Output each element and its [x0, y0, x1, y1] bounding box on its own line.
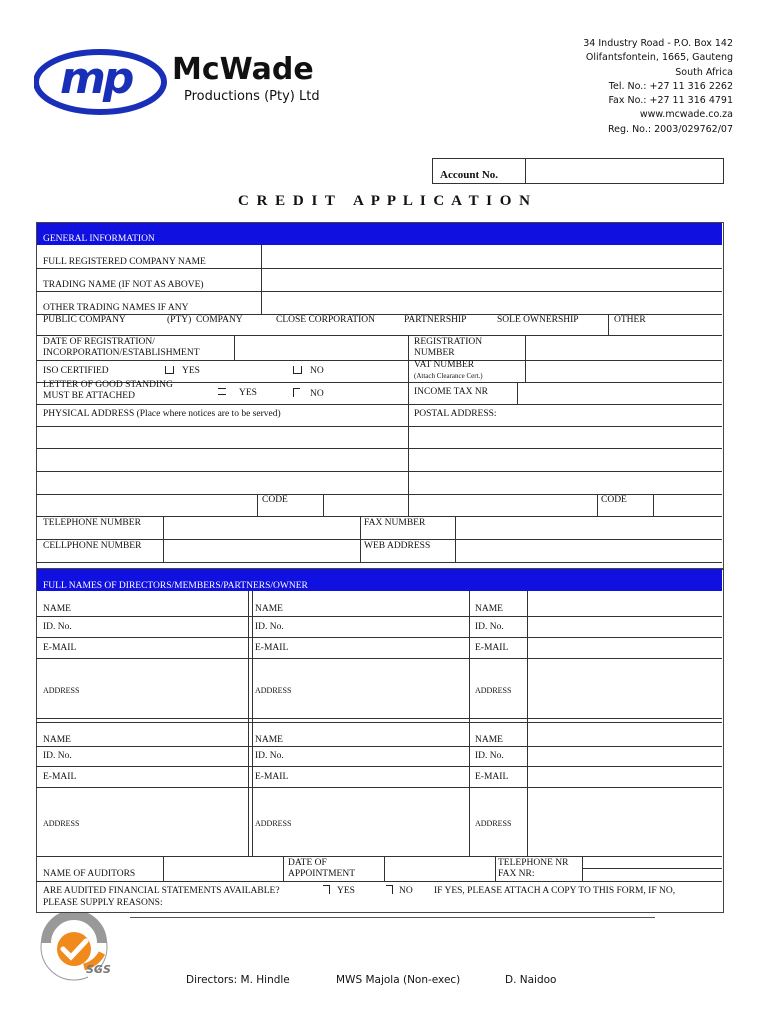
auditor-tel-field[interactable] [586, 857, 718, 867]
director-email-label: E-MAIL [43, 643, 77, 653]
director-name-label: NAME [255, 735, 283, 745]
col-line [469, 591, 470, 856]
address-line: Olifantsfontein, 1665, Gauteng [585, 52, 733, 64]
reasons-line [130, 917, 655, 918]
col-line [323, 494, 324, 516]
type-sole[interactable]: SOLE OWNERSHIP [497, 315, 579, 325]
postal-code-label: CODE [601, 495, 627, 505]
row-line [36, 562, 722, 563]
postal-address-line[interactable] [412, 450, 718, 469]
postal-code-field[interactable] [657, 496, 717, 515]
full-name-field[interactable] [265, 247, 715, 267]
company-subname: Productions (Pty) Ltd [184, 89, 320, 104]
col-line [608, 314, 609, 336]
postal-address-line[interactable] [412, 473, 718, 492]
general-header: GENERAL INFORMATION [37, 223, 722, 245]
row-line [582, 868, 722, 869]
row-line [36, 426, 722, 427]
director-name-label: NAME [43, 604, 71, 614]
director-email-label: E-MAIL [255, 643, 289, 653]
reg-number-label: REGISTRATION [414, 337, 483, 347]
account-label: Account No. [440, 169, 499, 181]
type-cc[interactable]: CLOSE CORPORATION [276, 315, 375, 325]
row-line [36, 539, 722, 540]
col-line [525, 335, 526, 382]
fax-field[interactable] [459, 518, 717, 537]
date-reg-field[interactable] [238, 338, 404, 358]
physical-code-label: CODE [262, 495, 288, 505]
row-line [36, 471, 722, 472]
iso-no-checkbox[interactable] [293, 366, 302, 374]
appointment-label-2: APPOINTMENT [288, 869, 356, 879]
col-line [234, 335, 235, 360]
director-address-label: ADDRESS [255, 686, 292, 695]
telephone-label: TELEPHONE NUMBER [43, 518, 141, 528]
logo-monogram: mp [60, 53, 132, 104]
col-line [527, 591, 528, 856]
row-line [36, 746, 722, 747]
col-line [283, 856, 284, 881]
col-line [252, 591, 253, 856]
col-line [261, 245, 262, 315]
appointment-label: DATE OF [288, 858, 327, 868]
web-label: WEB ADDRESS [364, 541, 431, 551]
reasons-label: PLEASE SUPPLY REASONS: [43, 898, 163, 908]
iso-yes-label: YES [182, 366, 200, 376]
vat-label: VAT NUMBER [414, 360, 475, 370]
reg-number-field[interactable] [529, 338, 717, 358]
director-email-label: E-MAIL [255, 772, 289, 782]
form-title: C R E D I T A P P L I C A T I O N [238, 193, 532, 209]
row-line [36, 516, 722, 517]
statements-no-label: NO [399, 886, 413, 896]
row-line [36, 616, 722, 617]
footer-director-3: D. Naidoo [505, 974, 557, 986]
web-field[interactable] [459, 541, 717, 560]
statements-question: ARE AUDITED FINANCIAL STATEMENTS AVAILABLE? [43, 886, 280, 896]
row-line [36, 881, 722, 882]
other-names-label: OTHER TRADING NAMES IF ANY [43, 303, 189, 313]
col-line [163, 516, 164, 562]
director-name-label: NAME [475, 604, 503, 614]
seal-brand: SGS [86, 963, 111, 976]
letter-label-2: MUST BE ATTACHED [43, 391, 135, 401]
address-line: Fax No.: +27 11 316 4791 [608, 95, 733, 107]
reg-number-label-2: NUMBER [414, 348, 455, 358]
physical-address-line[interactable] [40, 450, 404, 469]
director-id-label: ID. No. [475, 751, 504, 761]
director-id-label: ID. No. [475, 622, 504, 632]
statements-no-checkbox[interactable] [386, 885, 393, 894]
physical-address-line[interactable] [40, 428, 404, 447]
auditor-fax-label: FAX NR: [498, 869, 535, 879]
director-id-label: ID. No. [255, 622, 284, 632]
col-line [517, 382, 518, 404]
iso-label: ISO CERTIFIED [43, 366, 109, 376]
income-tax-label: INCOME TAX NR [414, 387, 489, 397]
other-names-field[interactable] [265, 293, 715, 313]
attach-note: IF YES, PLEASE ATTACH A COPY TO THIS FORM, IF NO, [434, 886, 676, 896]
income-tax-field[interactable] [521, 384, 717, 403]
row-line [36, 766, 722, 767]
type-other[interactable]: OTHER [614, 315, 646, 325]
col-line [257, 494, 258, 516]
col-line [597, 494, 598, 516]
letter-no-checkbox[interactable] [293, 388, 300, 397]
footer-directors: Directors: M. Hindle [186, 974, 290, 986]
letter-yes-label: YES [239, 388, 257, 398]
row-line [36, 291, 722, 292]
col-line [248, 591, 249, 856]
row-line [36, 718, 722, 719]
cellphone-label: CELLPHONE NUMBER [43, 541, 142, 551]
director-id-label: ID. No. [43, 622, 72, 632]
full-name-label: FULL REGISTERED COMPANY NAME [43, 257, 206, 267]
row-line [36, 360, 722, 361]
company-address [583, 37, 733, 137]
director-email-label: E-MAIL [475, 772, 509, 782]
trading-name-label: TRADING NAME (IF NOT AS ABOVE) [43, 280, 204, 290]
statements-yes-label: YES [337, 886, 355, 896]
address-line: South Africa [675, 66, 733, 78]
appointment-field[interactable] [388, 859, 492, 879]
director-id-label: ID. No. [43, 751, 72, 761]
account-divider [525, 158, 526, 183]
cellphone-field[interactable] [167, 541, 357, 560]
iso-no-label: NO [310, 366, 324, 376]
type-public[interactable]: PUBLIC COMPANY [43, 315, 126, 325]
director-email-label: E-MAIL [43, 772, 77, 782]
reasons-field[interactable] [132, 903, 652, 916]
vat-field[interactable] [529, 362, 717, 381]
row-line [36, 787, 722, 788]
statements-yes-checkbox[interactable] [323, 885, 330, 894]
letter-label: LETTER OF GOOD STANDING [43, 380, 173, 390]
iso-yes-checkbox[interactable] [165, 366, 174, 374]
director-address-label: ADDRESS [255, 819, 292, 828]
col-line [408, 335, 409, 516]
col-line [384, 856, 385, 881]
row-line [36, 335, 722, 336]
physical-address-label: PHYSICAL ADDRESS (Place where notices are to be served) [43, 409, 281, 419]
postal-address-label: POSTAL ADDRESS: [414, 409, 497, 419]
type-pty[interactable]: (PTY) COMPANY [167, 315, 243, 325]
auditors-name-label: NAME OF AUDITORS [43, 869, 136, 879]
account-number-field[interactable] [530, 161, 718, 180]
director-email-label: E-MAIL [475, 643, 509, 653]
col-line [495, 856, 496, 881]
row-line [36, 658, 722, 659]
director-address-label: ADDRESS [475, 819, 512, 828]
vat-note: (Attach Clearance Cert.) [414, 372, 483, 380]
directors-header: FULL NAMES OF DIRECTORS/MEMBERS/PARTNERS/OWNER [37, 569, 722, 591]
footer-director-2: MWS Majola (Non-exec) [336, 974, 461, 986]
address-line: Tel. No.: +27 11 316 2262 [608, 80, 733, 92]
company-name: McWade [172, 52, 314, 87]
date-reg-label: DATE OF REGISTRATION/ [43, 337, 155, 347]
address-line: 34 Industry Road - P.O. Box 142 [583, 38, 733, 49]
physical-address-line[interactable] [40, 473, 404, 492]
director-name-label: NAME [255, 604, 283, 614]
director-name-label: NAME [43, 735, 71, 745]
physical-code-field[interactable] [327, 496, 405, 515]
col-line [653, 494, 654, 516]
telephone-field[interactable] [167, 518, 357, 537]
director-name-label: NAME [475, 735, 503, 745]
director-id-label: ID. No. [255, 751, 284, 761]
auditor-tel-label: TELEPHONE NR [498, 858, 569, 868]
trading-name-field[interactable] [265, 270, 715, 290]
letter-yes-checkbox[interactable] [218, 388, 226, 395]
director-address-label: ADDRESS [43, 819, 80, 828]
letter-no-label: NO [310, 389, 324, 399]
row-line [36, 448, 722, 449]
col-line [455, 516, 456, 562]
date-reg-label-2: INCORPORATION/ESTABLISHMENT [43, 348, 200, 358]
fax-label: FAX NUMBER [364, 518, 426, 528]
row-line [36, 637, 722, 638]
auditors-name-field[interactable] [167, 859, 279, 879]
row-line [36, 404, 722, 405]
director-address-label: ADDRESS [43, 686, 80, 695]
col-line [360, 516, 361, 562]
address-line: Reg. No.: 2003/029762/07 [607, 123, 733, 135]
address-line: www.mcwade.co.za [639, 109, 733, 121]
type-partnership[interactable]: PARTNERSHIP [404, 315, 467, 325]
director-address-label: ADDRESS [475, 686, 512, 695]
row-line [36, 268, 722, 269]
postal-address-line[interactable] [412, 428, 718, 447]
col-line [163, 856, 164, 881]
auditor-fax-field[interactable] [586, 870, 718, 880]
row-line [36, 722, 722, 723]
